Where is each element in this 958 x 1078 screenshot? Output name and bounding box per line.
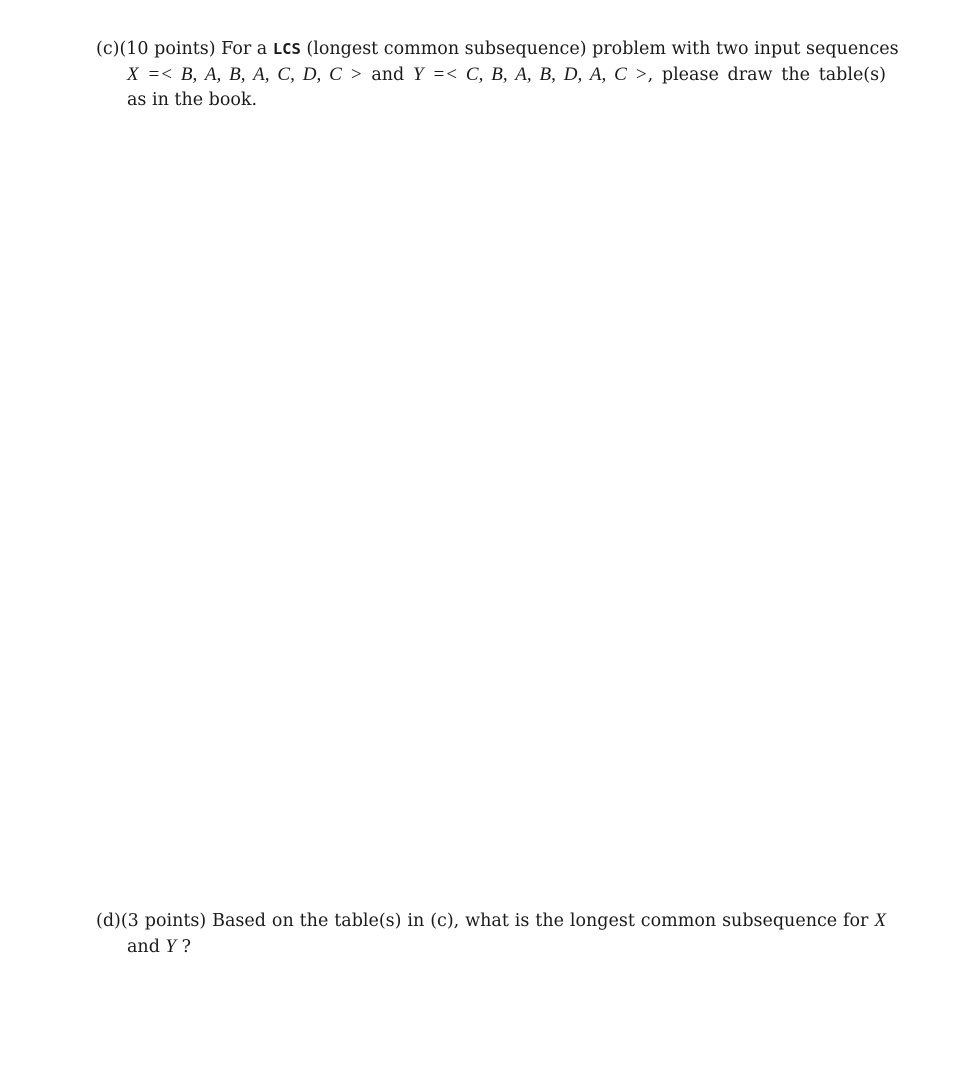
question-d — [96, 908, 886, 960]
x-variable: X — [874, 910, 886, 931]
question-c-points: (10 points) — [119, 39, 216, 59]
question-c-label: (c) — [96, 39, 120, 59]
question-c-line-2: X =< B, A, B, A, C, D, C > and Y =< C, B, A, B, D, A, C >, please draw the table(s) — [127, 64, 886, 85]
y-sequence: =< C, B, A, B, D, A, C > — [432, 64, 648, 85]
answer-space-d — [96, 965, 886, 1065]
x-variable: X — [127, 64, 139, 85]
question-d-points: (3 points) — [120, 911, 207, 931]
question-c-line-3: as in the book. — [127, 90, 258, 110]
answer-space-c — [96, 120, 886, 880]
question-d-line-1: (d)(3 points) Based on the table(s) in (c), what is the longest common subsequence for X — [96, 910, 886, 931]
y-variable: Y — [165, 936, 177, 957]
question-c-line-1: (c)(10 points) For a LCS (longest common subsequence) problem with two input sequences — [96, 39, 899, 59]
x-sequence: =< B, A, B, A, C, D, C > — [147, 64, 363, 85]
y-variable: Y — [413, 64, 424, 85]
question-d-label: (d) — [96, 911, 121, 931]
question-d-line-2: and Y ? — [127, 936, 192, 957]
question-c — [96, 37, 899, 113]
lcs-keyword: LCS — [272, 40, 301, 58]
